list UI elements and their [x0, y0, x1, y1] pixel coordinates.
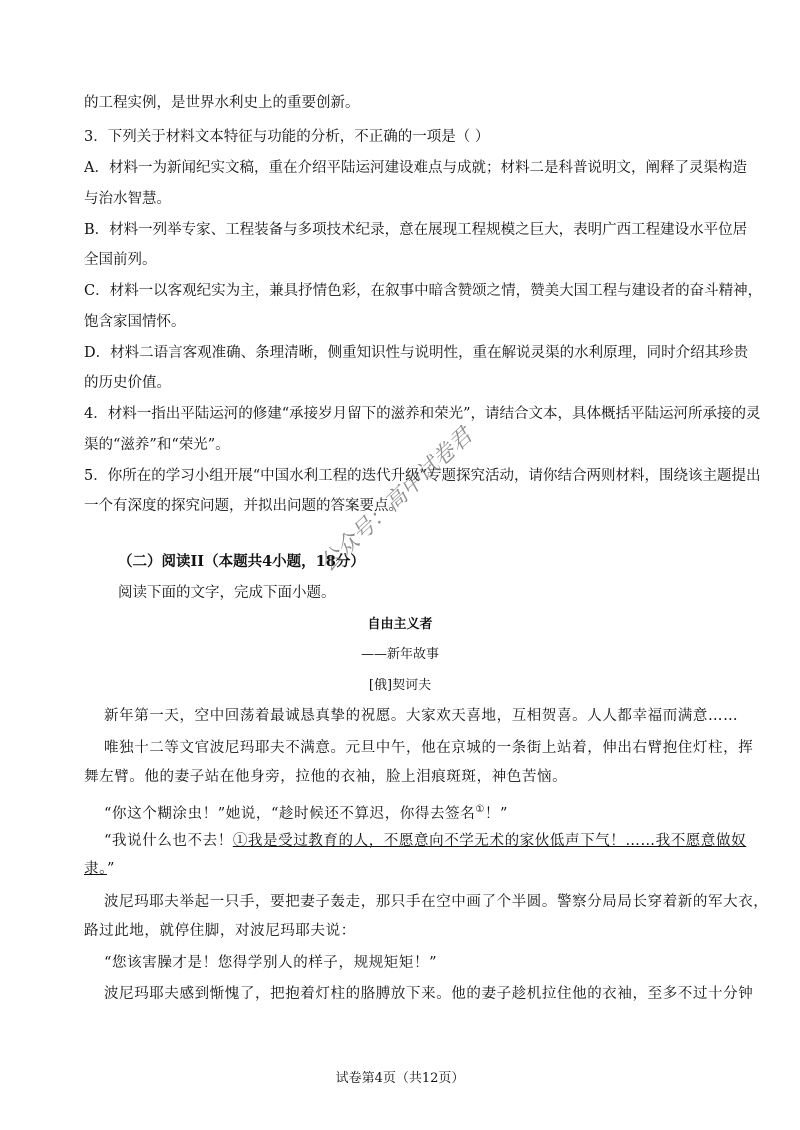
paragraph-4-text: “我说什么也不去！	[104, 833, 233, 849]
question-4-line2: 渠的“滋养”和“荣光”。	[84, 437, 230, 453]
paragraph-5-line2: 路过此地，就停住脚，对波尼玛耶夫说：	[84, 923, 356, 939]
paragraph-4-end: ”	[106, 861, 115, 877]
story-author: [俄]契诃夫	[368, 678, 432, 693]
paragraph-7: 波尼玛耶夫感到惭愧了，把抱着灯柱的胳膊放下来。他的妻子趁机拉住他的衣袖，至多不过十分钟	[104, 986, 754, 1002]
paragraph-2-line1: 唯独十二等文官波尼玛耶夫不满意。元旦中午，他在京城的一条街上站着，伸出右臂抱住灯柱，挥	[104, 740, 754, 756]
question-5-line2: 一个有深度的探究问题，并拟出问题的答案要点。	[84, 498, 403, 514]
question-5-line1: 5．你所在的学习小组开展“中国水利工程的迭代升级”专题探究活动，请你结合两则材料，围绕该主题提出	[84, 468, 761, 484]
paragraph-5-line1: 波尼玛耶夫举起一只手，要把妻子轰走，那只手在空中画了个半圆。警察分局局长穿着新的军大衣，	[104, 894, 769, 910]
paragraph-3-end: ！”	[484, 805, 509, 822]
footnote-marker: ①	[475, 804, 485, 815]
section-heading: （二）阅读II（本题共4小题，18分）	[118, 553, 365, 570]
reading-instruction: 阅读下面的文字，完成下面小题。	[118, 585, 336, 601]
option-a-line2: 与治水智慧。	[84, 191, 171, 207]
paragraph-3-text: “你这个糊涂虫！”她说，“趁时候还不算迟，你得去签名	[104, 805, 476, 822]
option-d-line2: 的历史价值。	[84, 375, 171, 391]
question-4-line1: 4．材料一指出平陆运河的修建“承接岁月留下的滋养和荣光”，请结合文本，具体概括平陆运河所承接的灵	[84, 406, 761, 422]
option-c-line2: 饱含家国情怀。	[84, 314, 186, 330]
option-b-line1: B．材料一列举专家、工程装备与多项技术纪录，意在展现工程规模之巨大，表明广西工程建设水平位居	[84, 222, 748, 238]
page-footer: 试卷第4页（共12页）	[335, 1071, 465, 1086]
paragraph-3	[104, 800, 508, 824]
option-b-line2: 全国前列。	[84, 252, 157, 268]
watermark: 公众号：高中试卷君	[315, 423, 478, 577]
option-d-line1: D．材料二语言客观准确、条理清晰，侧重知识性与说明性，重在解说灵渠的水利原理，同时介绍其珍贵	[84, 345, 749, 361]
paragraph-4-line1	[104, 831, 746, 851]
text-line: 的工程实例，是世界水利史上的重要创新。	[84, 95, 360, 111]
question-3: 3．下列关于材料文本特征与功能的分析，不正确的一项是（ ）	[84, 129, 490, 145]
option-c-line1: C．材料一以客观纪实为主，兼具抒情色彩，在叙事中暗含赞颂之情，赞美大国工程与建设者的奋斗精神，	[84, 283, 763, 299]
story-title: 自由主义者	[367, 617, 433, 632]
underlined-sentence-end: 隶。	[84, 861, 107, 877]
paragraph-2-line2: 舞左臂。他的妻子站在他身旁，拉他的衣袖，脸上泪痕斑斑，神色苦恼。	[84, 769, 568, 785]
paragraph-1: 新年第一天，空中回荡着最诚恳真挚的祝愿。大家欢天喜地，互相贺喜。人人都幸福而满意……	[104, 708, 739, 724]
underlined-sentence: ①我是受过教育的人，不愿意向不学无术的家伙低声下气！……我不愿意做奴	[232, 833, 747, 849]
paragraph-6: “您该害臊才是！您得学别人的样子，规规矩矩！”	[104, 955, 438, 971]
story-subtitle: ——新年故事	[360, 647, 439, 662]
option-a-line1: A．材料一为新闻纪实文稿，重在介绍平陆运河建设难点与成就；材料二是科普说明文，阐释了灵渠构造	[84, 160, 747, 176]
paragraph-4-line2	[84, 859, 115, 879]
